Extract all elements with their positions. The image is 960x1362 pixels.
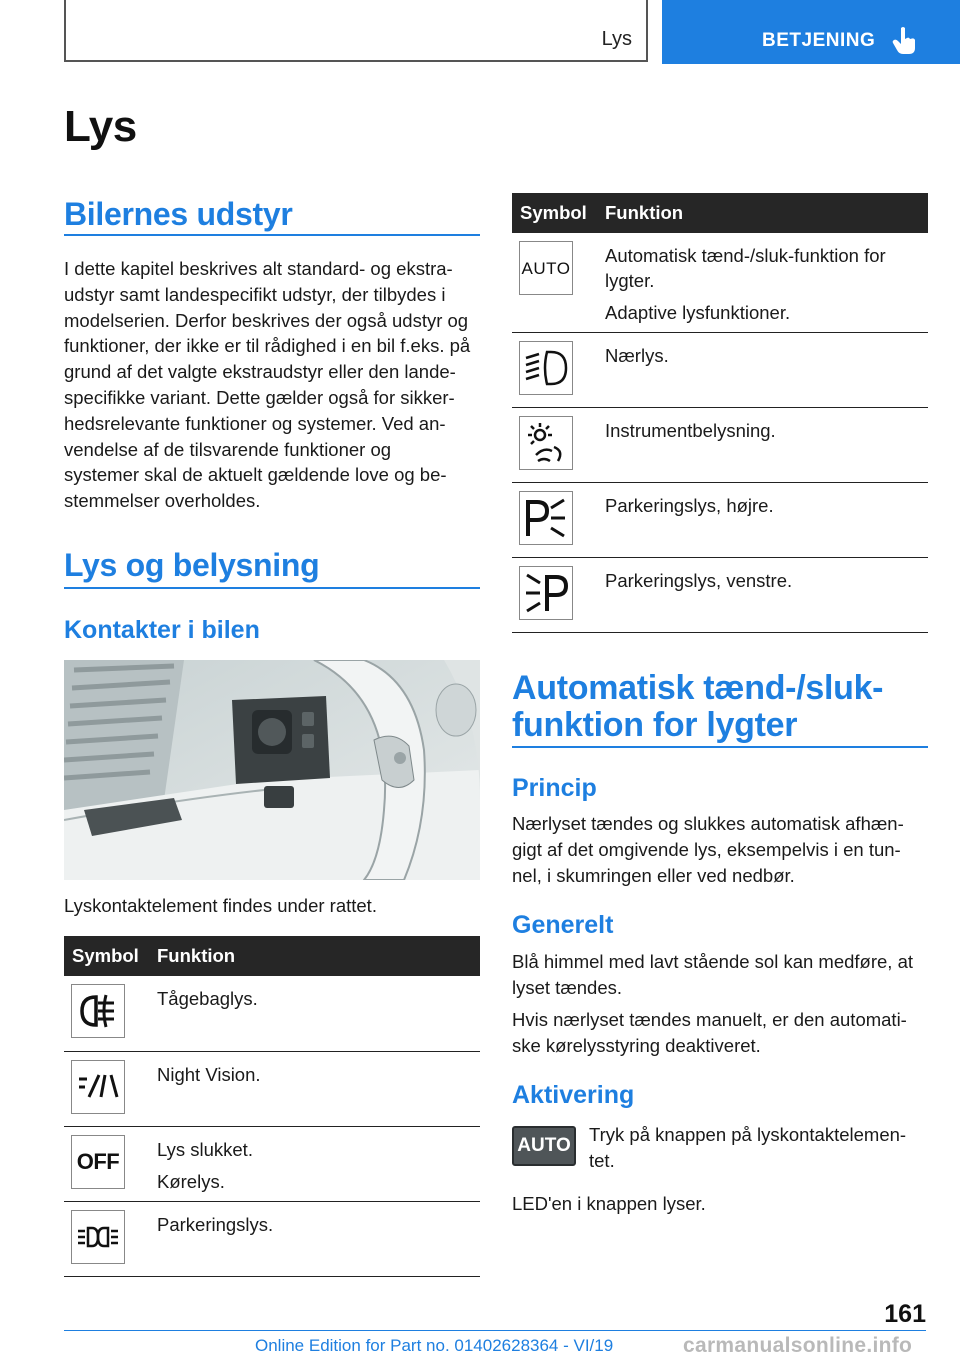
function-text: Night Vision. <box>157 1063 261 1085</box>
instrument-lighting-icon <box>519 416 573 470</box>
photo-caption: Lyskontaktelement findes under rattet. <box>64 895 377 916</box>
table-row <box>512 483 928 558</box>
page-number: 161 <box>884 1300 926 1328</box>
header-section-box <box>64 0 648 62</box>
off-icon <box>71 1135 125 1189</box>
text-line: specifikke variant. Dette gælder også for sikker- <box>64 386 455 408</box>
text-line: Blå himmel med lavt stående sol kan medføre, at <box>512 951 914 972</box>
text-line: lyset tændes. <box>512 976 623 998</box>
header-section-title: Lys <box>601 28 632 50</box>
heading-bilernes-udstyr: Bilernes udstyr <box>64 196 293 232</box>
table-row <box>64 976 480 1051</box>
activation-paragraph <box>589 1122 929 1174</box>
text-line: modelserien. Derfor beskrives der også udstyr og <box>64 309 469 331</box>
function-text: Tågebaglys. <box>157 988 258 1009</box>
footer-edition: Online Edition for Part no. 01402628364 - VI/19 <box>255 1336 614 1355</box>
led-text: LED'en i knappen lyser. <box>512 1193 706 1214</box>
left-symbol-table <box>64 936 480 1277</box>
principle-paragraph <box>512 811 932 888</box>
text-line: Hvis nærlyset tændes manuelt, er den automati- <box>512 1009 907 1030</box>
text-line: nel, i skumringen eller ved nedbør. <box>512 864 795 886</box>
text-line: Tryk på knappen på lyskontaktelemen- <box>589 1124 907 1145</box>
subheading-princip: Princip <box>512 774 597 802</box>
parking-lights-icon <box>71 1210 125 1264</box>
table-row <box>64 1051 480 1126</box>
function-text: Adaptive lysfunktioner. <box>605 302 791 323</box>
table-row <box>512 408 928 483</box>
auto-icon <box>519 241 573 295</box>
text-line: grund af det valgte ekstraudstyr eller den lande- <box>64 361 456 383</box>
text-line: systemer skal de aktuelt gældende love og be- <box>64 464 447 486</box>
intro-paragraph <box>64 256 484 514</box>
text-line: tet. <box>589 1149 615 1171</box>
text-line: gigt af det omgivende lys, eksempelvis i en tun- <box>512 838 901 860</box>
night-vision-icon <box>71 1060 125 1114</box>
table-header-row <box>64 936 480 976</box>
parking-light-right-icon <box>519 491 573 545</box>
table-row <box>512 233 928 333</box>
text-line: I dette kapitel beskrives alt standard- og ekstra- <box>64 258 453 279</box>
text-line: ske kørelysstyring deaktiveret. <box>512 1034 761 1056</box>
footer-rule <box>64 1330 926 1331</box>
function-text: Kørelys. <box>157 1170 225 1192</box>
text-line: hedsrelevante funktioner og systemer. Ved an- <box>64 412 446 434</box>
table-row <box>512 558 928 633</box>
off-icon-text: OFF <box>76 1149 120 1174</box>
heading-lys-og-belysning: Lys og belysning <box>64 547 320 583</box>
subheading-kontakter: Kontakter i bilen <box>64 616 260 644</box>
heading-automatisk <box>512 670 883 744</box>
table-row <box>64 1126 480 1201</box>
function-text: Parkeringslys, venstre. <box>605 570 793 591</box>
heading-line: funktion for lygter <box>512 706 798 744</box>
watermark: carmanualsonline.info <box>683 1334 913 1357</box>
fog-light-icon <box>71 984 125 1038</box>
column-header-symbol: Symbol <box>64 936 157 976</box>
car-interior-illustration <box>64 660 480 880</box>
function-text: Lys slukket. <box>157 1138 253 1160</box>
function-text: Instrumentbelysning. <box>605 420 776 441</box>
pointing-hand-icon <box>892 26 918 56</box>
chapter-tab-label: BETJENING <box>762 30 876 51</box>
right-symbol-table <box>512 193 928 633</box>
text-line: stemmelser overholdes. <box>64 490 261 512</box>
subheading-generelt: Generelt <box>512 911 614 939</box>
table-row <box>64 1201 480 1276</box>
column-header-function: Funktion <box>605 193 928 233</box>
general-paragraph-2 <box>512 1007 932 1059</box>
function-text: Parkeringslys, højre. <box>605 495 774 516</box>
general-paragraph-1 <box>512 949 932 1001</box>
heading-rule <box>64 587 480 589</box>
function-text: Parkeringslys. <box>157 1213 274 1235</box>
text-line: funktioner, der ikke er til rådighed i en bil f.eks. på <box>64 335 471 357</box>
table-row <box>512 333 928 408</box>
table-header-row <box>512 193 928 233</box>
heading-rule <box>512 746 928 748</box>
low-beam-icon <box>519 341 573 395</box>
function-text: Automatisk tænd-/sluk-funktion for lygter. <box>605 245 886 291</box>
heading-line: Automatisk tænd-/sluk- <box>512 669 884 707</box>
subheading-aktivering: Aktivering <box>512 1081 635 1109</box>
auto-button-icon: AUTO <box>512 1126 576 1166</box>
text-line: udstyr samt landespecifikt udstyr, der tilbydes i <box>64 283 446 305</box>
text-line: vendelse af de tilsvarende funktioner og <box>64 438 392 460</box>
auto-icon-text: AUTO <box>521 258 571 278</box>
text-line: Nærlyset tændes og slukkes automatisk afhæn- <box>512 813 904 834</box>
page-title: Lys <box>64 102 137 151</box>
heading-rule <box>64 234 480 236</box>
column-header-function: Funktion <box>157 936 480 976</box>
column-header-symbol: Symbol <box>512 193 605 233</box>
parking-light-left-icon <box>519 566 573 620</box>
light-switch-photo <box>64 660 480 880</box>
function-text: Nærlys. <box>605 345 669 366</box>
